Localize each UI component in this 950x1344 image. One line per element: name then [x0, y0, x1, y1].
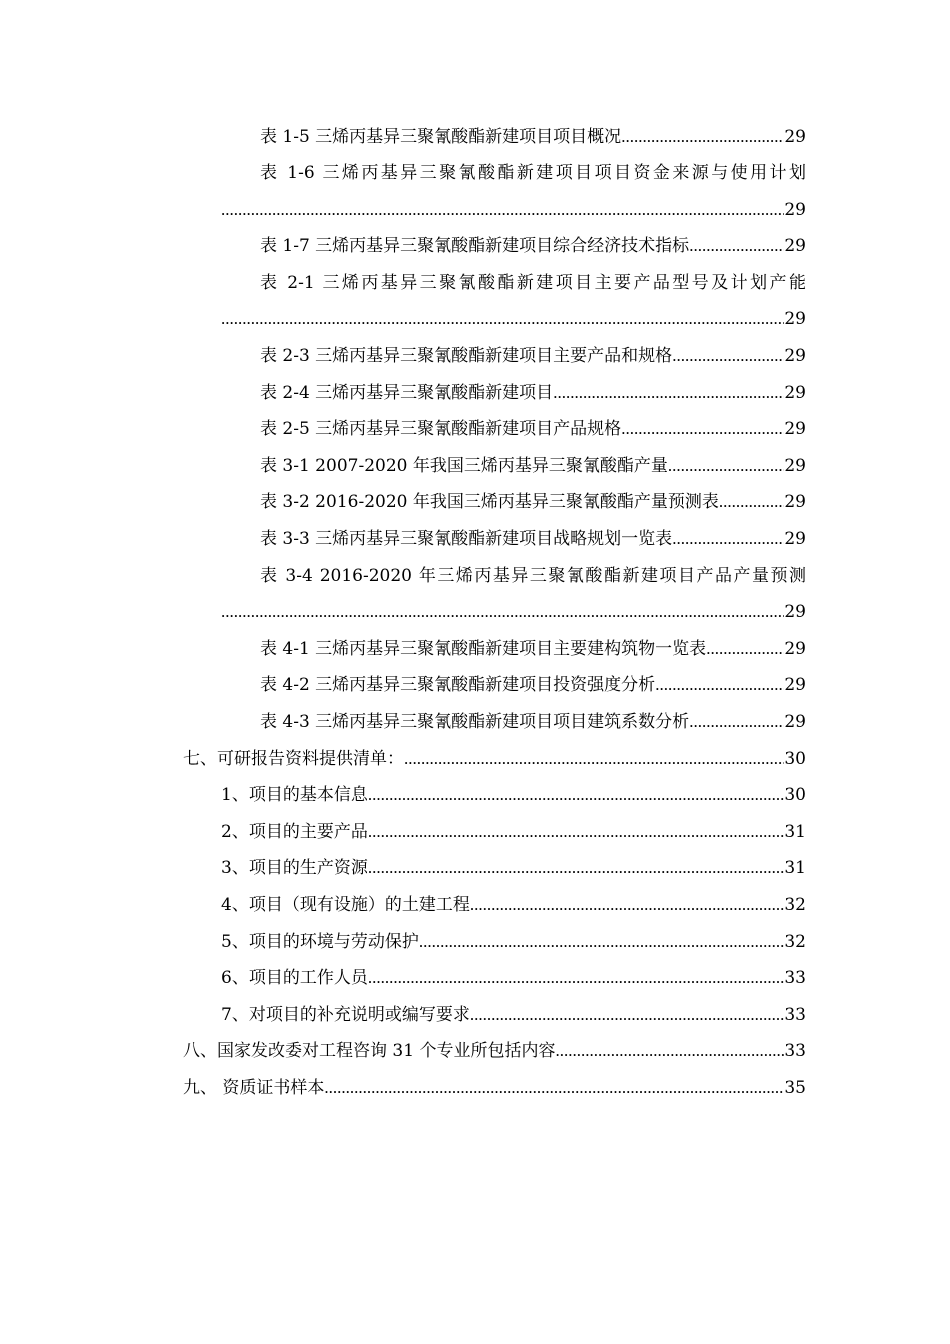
toc-entry-7-6[interactable]	[221, 965, 806, 991]
toc-entry-title: 表 4-1 三烯丙基异三聚氰酸酯新建项目主要建构筑物一览表	[260, 639, 707, 659]
toc-entry-section-7[interactable]	[183, 746, 806, 772]
toc-entry-table-1-5[interactable]	[260, 124, 806, 150]
dot-leader	[368, 965, 785, 991]
toc-entry-table-1-6[interactable]	[260, 160, 806, 186]
dot-leader	[368, 819, 785, 845]
dot-leader	[368, 782, 785, 808]
toc-entry-table-2-3[interactable]	[260, 343, 806, 369]
toc-entry-page: 32	[784, 932, 806, 952]
toc-entry-page: 29	[784, 712, 806, 732]
toc-entry-table-2-1-leader[interactable]	[221, 306, 806, 332]
toc-entry-table-4-3[interactable]	[260, 709, 806, 735]
toc-entry-page: 29	[784, 602, 806, 622]
toc-entry-page: 32	[784, 895, 806, 915]
dot-leader	[719, 489, 785, 515]
toc-entry-table-2-5[interactable]	[260, 416, 806, 442]
dot-leader	[221, 306, 784, 332]
toc-entry-page: 33	[784, 1005, 806, 1025]
dot-leader	[368, 855, 785, 881]
toc-entry-table-3-2[interactable]	[260, 489, 806, 515]
dot-leader	[470, 892, 785, 918]
dot-leader	[470, 1002, 785, 1028]
dot-leader	[668, 453, 785, 479]
toc-entry-page: 29	[784, 675, 806, 695]
toc-entry-page: 29	[784, 200, 806, 220]
toc-entry-title: 表 2-3 三烯丙基异三聚氰酸酯新建项目主要产品和规格	[260, 346, 673, 366]
toc-entry-page: 30	[784, 785, 806, 805]
toc-entry-title: 七、可研报告资料提供清单：	[183, 749, 404, 769]
toc-entry-title: 5、项目的环境与劳动保护	[221, 932, 419, 952]
toc-entry-7-7[interactable]	[221, 1002, 806, 1028]
toc-entry-title: 表 1-6 三烯丙基异三聚氰酸酯新建项目项目资金来源与使用计划	[260, 163, 806, 183]
toc-entry-page: 29	[784, 529, 806, 549]
toc-entry-title: 表 3-4 2016-2020 年三烯丙基异三聚氰酸酯新建项目产品产量预测	[260, 566, 806, 586]
toc-entry-page: 35	[784, 1078, 806, 1098]
toc-entry-page: 29	[784, 639, 806, 659]
toc-entry-table-3-4[interactable]	[260, 563, 806, 589]
toc-entry-7-4[interactable]	[221, 892, 806, 918]
dot-leader	[672, 526, 784, 552]
toc-entry-title: 九、 资质证书样本	[183, 1078, 325, 1098]
toc-entry-page: 29	[784, 346, 806, 366]
dot-leader	[404, 746, 784, 772]
toc-entry-title: 表 1-5 三烯丙基异三聚氰酸酯新建项目项目概况	[260, 127, 622, 147]
toc-entry-page: 29	[784, 456, 806, 476]
toc-entry-page: 30	[784, 749, 806, 769]
dot-leader	[621, 124, 784, 150]
toc-entry-title: 6、项目的工作人员	[221, 968, 368, 988]
dot-leader	[655, 672, 784, 698]
toc-entry-7-3[interactable]	[221, 855, 806, 881]
toc-entry-table-4-2[interactable]	[260, 672, 806, 698]
toc-entry-title: 7、对项目的补充说明或编写要求	[221, 1005, 470, 1025]
toc-entry-page: 31	[784, 822, 806, 842]
toc-entry-title: 表 2-1 三烯丙基异三聚氰酸酯新建项目主要产品型号及计划产能	[260, 273, 806, 293]
dot-leader	[553, 380, 784, 406]
toc-entry-title: 1、项目的基本信息	[221, 785, 368, 805]
toc-entry-7-2[interactable]	[221, 819, 806, 845]
dot-leader	[621, 416, 784, 442]
dot-leader	[672, 343, 784, 369]
toc-entry-title: 表 3-3 三烯丙基异三聚氰酸酯新建项目战略规划一览表	[260, 529, 673, 549]
toc-entry-page: 29	[784, 419, 806, 439]
toc-entry-table-2-4[interactable]	[260, 380, 806, 406]
toc-entry-page: 29	[784, 492, 806, 512]
toc-entry-title: 表 3-2 2016-2020 年我国三烯丙基异三聚氰酸酯产量预测表	[260, 492, 719, 512]
toc-entry-title: 八、国家发改委对工程咨询 31 个专业所包括内容	[183, 1041, 556, 1061]
toc-entry-table-1-7[interactable]	[260, 233, 806, 259]
toc-entry-section-9[interactable]	[183, 1075, 806, 1101]
toc-entry-title: 表 1-7 三烯丙基异三聚氰酸酯新建项目综合经济技术指标	[260, 236, 690, 256]
toc-entry-title: 3、项目的生产资源	[221, 858, 368, 878]
toc-entry-title: 表 2-5 三烯丙基异三聚氰酸酯新建项目产品规格	[260, 419, 622, 439]
toc-entry-section-8[interactable]	[183, 1038, 806, 1064]
dot-leader	[689, 233, 784, 259]
toc-entry-page: 31	[784, 858, 806, 878]
toc-entry-page: 29	[784, 236, 806, 256]
dot-leader	[419, 929, 785, 955]
toc-entry-table-2-1[interactable]	[260, 270, 806, 296]
toc-entry-title: 表 2-4 三烯丙基异三聚氰酸酯新建项目	[260, 383, 554, 403]
toc-entry-title: 2、项目的主要产品	[221, 822, 368, 842]
dot-leader	[324, 1075, 784, 1101]
toc-entry-table-1-6-leader[interactable]	[221, 197, 806, 223]
toc-entry-7-5[interactable]	[221, 929, 806, 955]
toc-entry-page: 33	[784, 1041, 806, 1061]
toc-entry-page: 33	[784, 968, 806, 988]
toc-entry-table-3-3[interactable]	[260, 526, 806, 552]
dot-leader	[221, 599, 784, 625]
toc-entry-table-4-1[interactable]	[260, 636, 806, 662]
toc-entry-page: 29	[784, 309, 806, 329]
dot-leader	[689, 709, 784, 735]
toc-entry-7-1[interactable]	[221, 782, 806, 808]
toc-entry-table-3-4-leader[interactable]	[221, 599, 806, 625]
dot-leader	[706, 636, 784, 662]
toc-entry-title: 表 4-3 三烯丙基异三聚氰酸酯新建项目项目建筑系数分析	[260, 712, 690, 732]
toc-entry-page: 29	[784, 383, 806, 403]
toc-entry-table-3-1[interactable]	[260, 453, 806, 479]
toc-entry-title: 4、项目（现有设施）的土建工程	[221, 895, 470, 915]
dot-leader	[555, 1038, 784, 1064]
toc-entry-title: 表 4-2 三烯丙基异三聚氰酸酯新建项目投资强度分析	[260, 675, 656, 695]
toc-entry-page: 29	[784, 127, 806, 147]
dot-leader	[221, 197, 784, 223]
toc-entry-title: 表 3-1 2007-2020 年我国三烯丙基异三聚氰酸酯产量	[260, 456, 668, 476]
